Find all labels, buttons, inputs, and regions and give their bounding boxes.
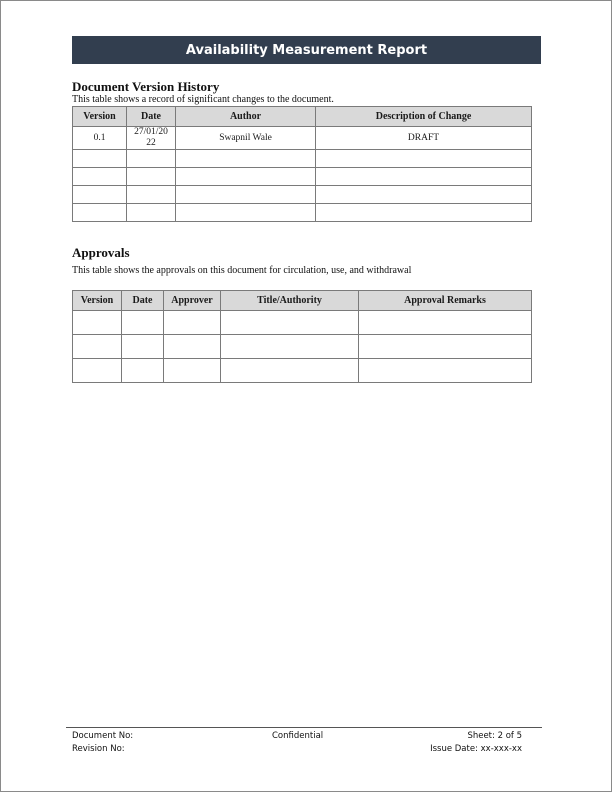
date-cell (122, 335, 164, 359)
approver-cell (164, 335, 221, 359)
author-cell (176, 186, 316, 204)
version-history-description: This table shows a record of significant changes to the document. (72, 94, 334, 105)
column-header: Title/Authority (221, 291, 359, 311)
table-row (73, 359, 532, 383)
version-cell (73, 204, 127, 222)
date-cell (127, 168, 176, 186)
approver-cell (164, 359, 221, 383)
approval-remarks-cell (359, 311, 532, 335)
report-title: Availability Measurement Report (185, 42, 428, 58)
table-row (73, 150, 532, 168)
report-title-bar (72, 36, 541, 64)
date-cell (122, 311, 164, 335)
approver-cell (164, 311, 221, 335)
approval-remarks-cell (359, 335, 532, 359)
footer-revision-no: Revision No: (72, 744, 125, 754)
table-row (73, 127, 532, 150)
date-line-1: 27/01/20 (134, 127, 168, 137)
date-cell (127, 204, 176, 222)
column-header: Description of Change (316, 107, 532, 127)
version-cell (73, 150, 127, 168)
table-row (73, 311, 532, 335)
column-header: Date (127, 107, 176, 127)
description-cell (316, 150, 532, 168)
table-row (73, 204, 532, 222)
date-line-2: 22 (146, 138, 156, 148)
footer-classification: Confidential (272, 731, 324, 741)
version-history-table (72, 106, 532, 222)
version-cell (73, 311, 122, 335)
table-row (73, 168, 532, 186)
footer-sheet: Sheet: 2 of 5 (467, 731, 522, 741)
version-cell: 0.1 (73, 127, 127, 150)
approvals-header-row (73, 291, 532, 311)
title-authority-cell (221, 311, 359, 335)
version-cell (73, 335, 122, 359)
description-cell (316, 204, 532, 222)
date-cell (127, 186, 176, 204)
description-cell (316, 186, 532, 204)
date-cell (127, 150, 176, 168)
approvals-heading: Approvals (72, 245, 130, 260)
column-header: Date (122, 291, 164, 311)
date-cell (127, 127, 176, 150)
column-header: Approval Remarks (359, 291, 532, 311)
version-history-header-row (73, 107, 532, 127)
author-cell (176, 204, 316, 222)
title-authority-cell (221, 359, 359, 383)
approval-remarks-cell (359, 359, 532, 383)
author-cell (176, 168, 316, 186)
description-cell (316, 168, 532, 186)
author-cell (176, 150, 316, 168)
column-header: Version (73, 107, 127, 127)
table-row (73, 186, 532, 204)
approvals-description: This table shows the approvals on this document for circulation, use, and withdrawal (72, 265, 412, 276)
footer-issue-date: Issue Date: xx-xxx-xx (430, 744, 522, 754)
footer-document-no: Document No: (72, 731, 134, 741)
description-cell: DRAFT (316, 127, 532, 150)
footer-divider (66, 727, 542, 728)
author-cell: Swapnil Wale (176, 127, 316, 150)
version-cell (73, 186, 127, 204)
column-header: Author (176, 107, 316, 127)
version-cell (73, 359, 122, 383)
version-history-heading: Document Version History (72, 79, 220, 94)
version-cell (73, 168, 127, 186)
table-row (73, 335, 532, 359)
approvals-table (72, 290, 532, 383)
column-header: Approver (164, 291, 221, 311)
date-cell (122, 359, 164, 383)
title-authority-cell (221, 335, 359, 359)
column-header: Version (73, 291, 122, 311)
